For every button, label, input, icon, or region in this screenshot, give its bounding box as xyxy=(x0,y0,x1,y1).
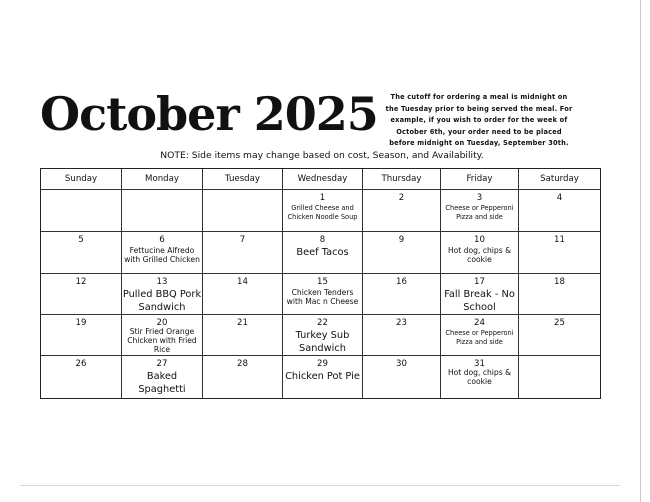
day-number: 28 xyxy=(237,359,248,369)
side-items-note: NOTE: Side items may change based on cost, Season, and Availability. xyxy=(160,150,484,161)
day-number: 27 xyxy=(156,359,168,369)
day-number: 14 xyxy=(237,277,248,287)
calendar-day-cell xyxy=(441,232,519,274)
meal-name: Cheese or Pepperoni Pizza and side xyxy=(445,329,514,346)
calendar-day-cell xyxy=(441,190,519,232)
calendar-day-cell xyxy=(519,315,600,356)
calendar-day-cell xyxy=(122,356,203,398)
notice-line: October 6th, your order need to be placed xyxy=(396,127,562,136)
day-number: 18 xyxy=(554,277,565,287)
weekday-header: Tuesday xyxy=(203,169,283,190)
notice-line: the Tuesday prior to being served the meal. For xyxy=(385,104,573,113)
day-number: 20 xyxy=(156,318,168,328)
weekday-header: Thursday xyxy=(363,169,441,190)
day-number: 6 xyxy=(159,235,165,245)
day-number: 4 xyxy=(556,193,563,203)
calendar-day-cell xyxy=(519,356,600,398)
calendar-day-cell xyxy=(519,190,600,232)
page-title: October 2025 xyxy=(40,87,378,141)
calendar-day-cell xyxy=(41,190,122,232)
calendar-day-cell xyxy=(363,274,441,315)
calendar-day-cell xyxy=(283,190,363,232)
day-number: 11 xyxy=(554,235,565,245)
meal-name: Fall Break - No School xyxy=(444,289,515,313)
calendar-day-cell xyxy=(441,315,519,356)
day-number: 9 xyxy=(398,235,405,245)
day-number: 3 xyxy=(476,193,483,203)
weekday-header: Monday xyxy=(122,169,203,190)
calendar-day-cell xyxy=(203,274,283,315)
calendar-day-cell xyxy=(363,232,441,274)
weekday-header: Friday xyxy=(441,169,519,190)
calendar-day-cell xyxy=(122,232,203,274)
day-number: 10 xyxy=(474,235,485,245)
calendar-day-cell xyxy=(41,356,122,398)
calendar-day-cell xyxy=(441,356,519,398)
calendar-day-cell xyxy=(519,232,600,274)
day-number: 15 xyxy=(317,277,328,287)
calendar-day-cell xyxy=(122,315,203,356)
calendar-day-cell xyxy=(283,315,363,356)
meal-name: Beef Tacos xyxy=(296,247,349,258)
meal-name: Hot dog, chips & cookie xyxy=(447,246,512,265)
notice-line: The cutoff for ordering a meal is midnight on xyxy=(390,93,568,101)
day-number: 12 xyxy=(75,277,87,287)
calendar-day-cell xyxy=(203,232,283,274)
day-number: 25 xyxy=(554,318,565,328)
calendar-day-cell xyxy=(519,274,600,315)
day-number: 22 xyxy=(317,318,328,328)
weekday-header: Saturday xyxy=(519,169,600,190)
order-cutoff-notice xyxy=(366,92,592,150)
meal-name: Stir Fried Orange Chicken with Fried Rice xyxy=(127,327,197,355)
calendar-day-cell xyxy=(283,356,363,398)
day-number: 26 xyxy=(75,359,87,369)
day-number: 23 xyxy=(396,318,407,328)
day-number: 31 xyxy=(474,359,485,369)
day-number: 5 xyxy=(78,235,84,245)
meal-name: Baked Spaghetti xyxy=(138,371,186,395)
calendar-day-cell xyxy=(122,274,203,315)
day-number: 7 xyxy=(239,235,246,245)
meal-name: Grilled Cheese and Chicken Noodle Soup xyxy=(287,204,358,221)
calendar-day-cell xyxy=(203,190,283,232)
weekday-header: Wednesday xyxy=(283,169,363,190)
calendar-day-cell xyxy=(283,232,363,274)
calendar-day-cell xyxy=(122,190,203,232)
weekday-header: Sunday xyxy=(41,169,122,190)
calendar-day-cell xyxy=(203,315,283,356)
day-number: 13 xyxy=(156,277,168,287)
lunch-calendar xyxy=(40,168,601,399)
calendar-day-cell xyxy=(283,274,363,315)
bottom-rule xyxy=(20,485,620,486)
calendar-day-cell xyxy=(41,315,122,356)
day-number: 2 xyxy=(398,193,405,203)
meal-name: Cheese or Pepperoni Pizza and side xyxy=(445,204,514,221)
notice-line: example, if you wish to order for the week of xyxy=(390,116,568,124)
calendar-day-cell xyxy=(441,274,519,315)
meal-name: Turkey Sub Sandwich xyxy=(295,330,350,354)
calendar-day-cell xyxy=(203,356,283,398)
page-edge-line xyxy=(640,0,641,502)
day-number: 16 xyxy=(396,277,407,287)
calendar-day-cell xyxy=(41,232,122,274)
meal-name: Chicken Pot Pie xyxy=(285,371,360,382)
meal-name: Fettucine Alfredo with Grilled Chicken xyxy=(124,246,200,265)
day-number: 1 xyxy=(319,193,326,203)
day-number: 19 xyxy=(75,318,87,328)
day-number: 30 xyxy=(396,359,407,369)
day-number: 17 xyxy=(474,277,485,287)
calendar-day-cell xyxy=(363,356,441,398)
calendar-day-cell xyxy=(363,315,441,356)
meal-name: Chicken Tenders with Mac n Cheese xyxy=(286,288,359,307)
meal-name: Pulled BBQ Pork Sandwich xyxy=(122,289,202,313)
day-number: 29 xyxy=(317,359,328,369)
calendar-day-cell xyxy=(363,190,441,232)
notice-line: before midnight on Tuesday, September 30th. xyxy=(389,139,569,147)
day-number: 24 xyxy=(474,318,485,328)
meal-name: Hot dog, chips & cookie xyxy=(447,368,512,387)
day-number: 21 xyxy=(237,318,248,328)
calendar-day-cell xyxy=(41,274,122,315)
day-number: 8 xyxy=(319,235,326,245)
